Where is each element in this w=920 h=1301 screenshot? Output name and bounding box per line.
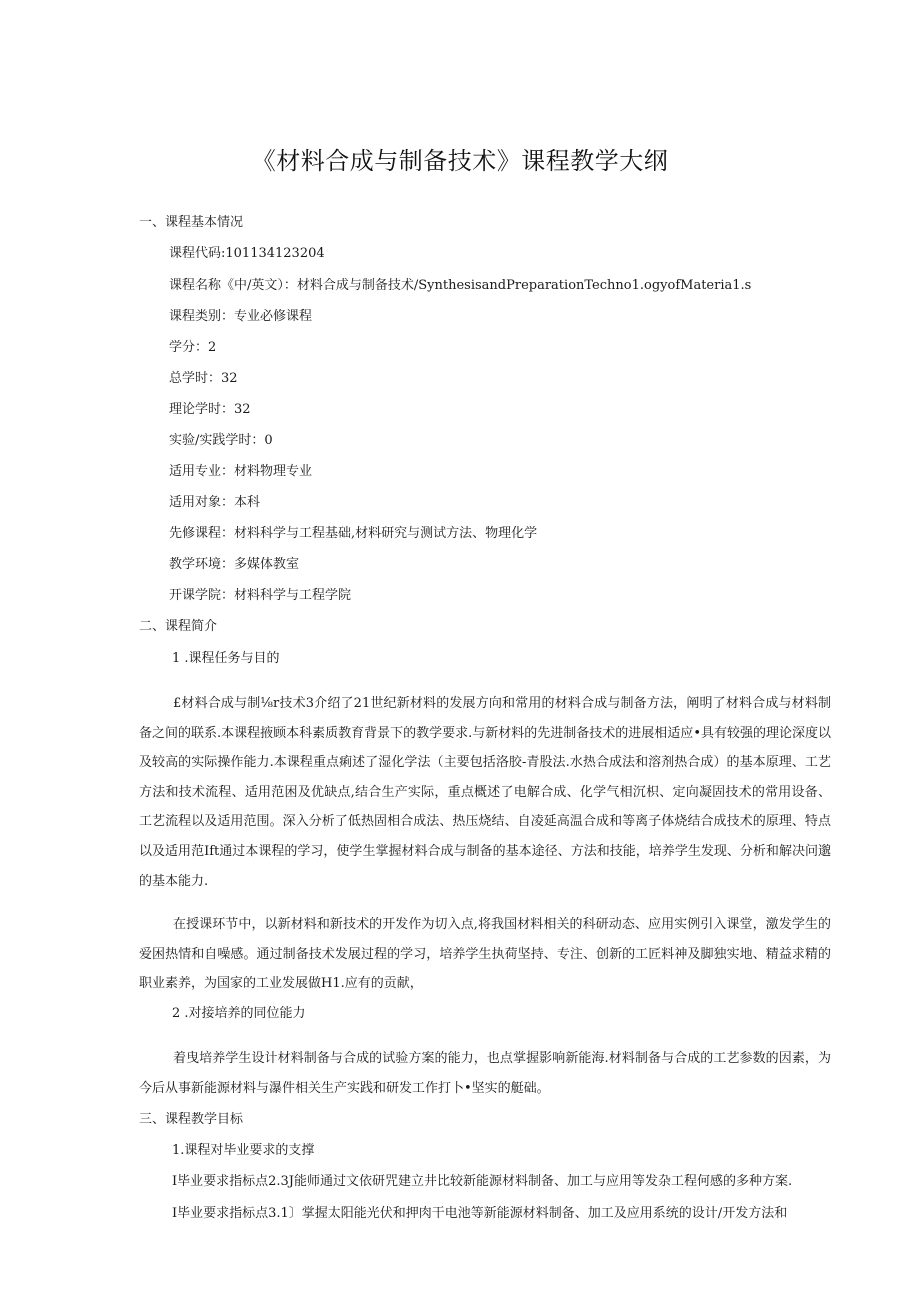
applicable-major: 适用专业：材料物理专业	[169, 464, 313, 479]
requirement-2-3: I毕业要求指标点2.3J能师通过文依研咒建立井比较新能源材料制备、加工与应用等发杂工程何感的多种方案.	[172, 1174, 793, 1189]
section-heading-intro: 二、课程简介	[139, 619, 218, 634]
paragraph-competencies: 着曳培养学生设计材料制备与合成的试验方案的能力，也点掌握影响新能海.材料制备与合成的工艺参数的因素，为今后从事新能源材料与瀑件相关生产实践和研发工作打卜•坚实的艇础。	[139, 1051, 831, 1096]
requirement-3-1: I毕业要求指标点3.1〕掌握太阳能光伏和押肉干电池等新能源材料制备、加工及应用系统的设计/开发方法和	[172, 1206, 788, 1221]
subsection-competencies: 2 .对接培养的同位能力	[172, 1006, 306, 1021]
section-heading-basic-info: 一、课程基本情况	[139, 215, 244, 230]
course-code: 课程代码:101134123204	[169, 246, 325, 261]
page-title: 《材料合成与制备技术》课程教学大纲	[251, 147, 669, 175]
target-students: 适用对象：本科	[169, 495, 261, 510]
practice-hours: 实验/实践学时：0	[169, 433, 273, 448]
prerequisites: 先修课程：材料科学与工程基础,材料研究与测试方法、物理化学	[169, 526, 538, 541]
offering-college: 开课学院：材料科学与工程学院	[169, 588, 352, 603]
paragraph-course-description: £材料合成与制⅛r技术3介绍了21世纪新材料的发展方向和常用的材料合成与制备方法，阐明了材料合成与材料制备之间的联系.本课程掖顾本科素质教育背景下的教学要求.与新材料的先进制备技术的进展相适应•具有较强的理论深度以及较高的实际操作能力.本课程重点痢述了湿化学法（主要包括洛胶-青股法.水热合成法和溶剂热合成）的基本原理、工艺方法和技术流程、适用范困及优缺点,结合生产实际，重点概述了电解合成、化学气相沉枳、定向凝固技术的常用设备、工艺流程以及适用范围。深入分析了低热固相合成法、热压烧结、自凌延高温合成和等离子体烧结合成技术的原理、特点以及适用范Ift通过本课程的学习，使学生掌握材料合成与制备的基本途径、方法和技能，培养学生发现、分析和解决问邈的基本能力.	[139, 696, 831, 889]
paragraph-ideology: 在授课环节中，以新材料和新技术的开发作为切入点,将我国材料相关的科研动态、应用实例引入课堂，激发学生的爱困热情和自噪感。通过制备技术发展过程的学习，培养学生执荷坚持、专注、创新的工匠料神及脚独实地、精益求精的职业素养，为国家的工业发展做H1.应有的贡献，	[139, 917, 831, 992]
section-heading-objectives: 三、课程教学目标	[139, 1112, 244, 1127]
course-name: 课程名称《中/英文）：材料合成与制备技术/SynthesisandPreparationTechno1.ogyofMateria1.s	[169, 278, 752, 293]
teaching-environment: 教学环境：多媒体教室	[169, 557, 300, 572]
credits: 学分：2	[169, 340, 217, 355]
subsection-graduation-support: 1.课程对毕业要求的支撑	[172, 1143, 315, 1158]
subsection-task-purpose: 1 .课程任务与目的	[172, 651, 280, 666]
total-hours: 总学时：32	[169, 371, 238, 386]
theory-hours: 理论学时：32	[169, 402, 251, 417]
course-category: 课程类别：专业必修课程	[169, 309, 313, 324]
